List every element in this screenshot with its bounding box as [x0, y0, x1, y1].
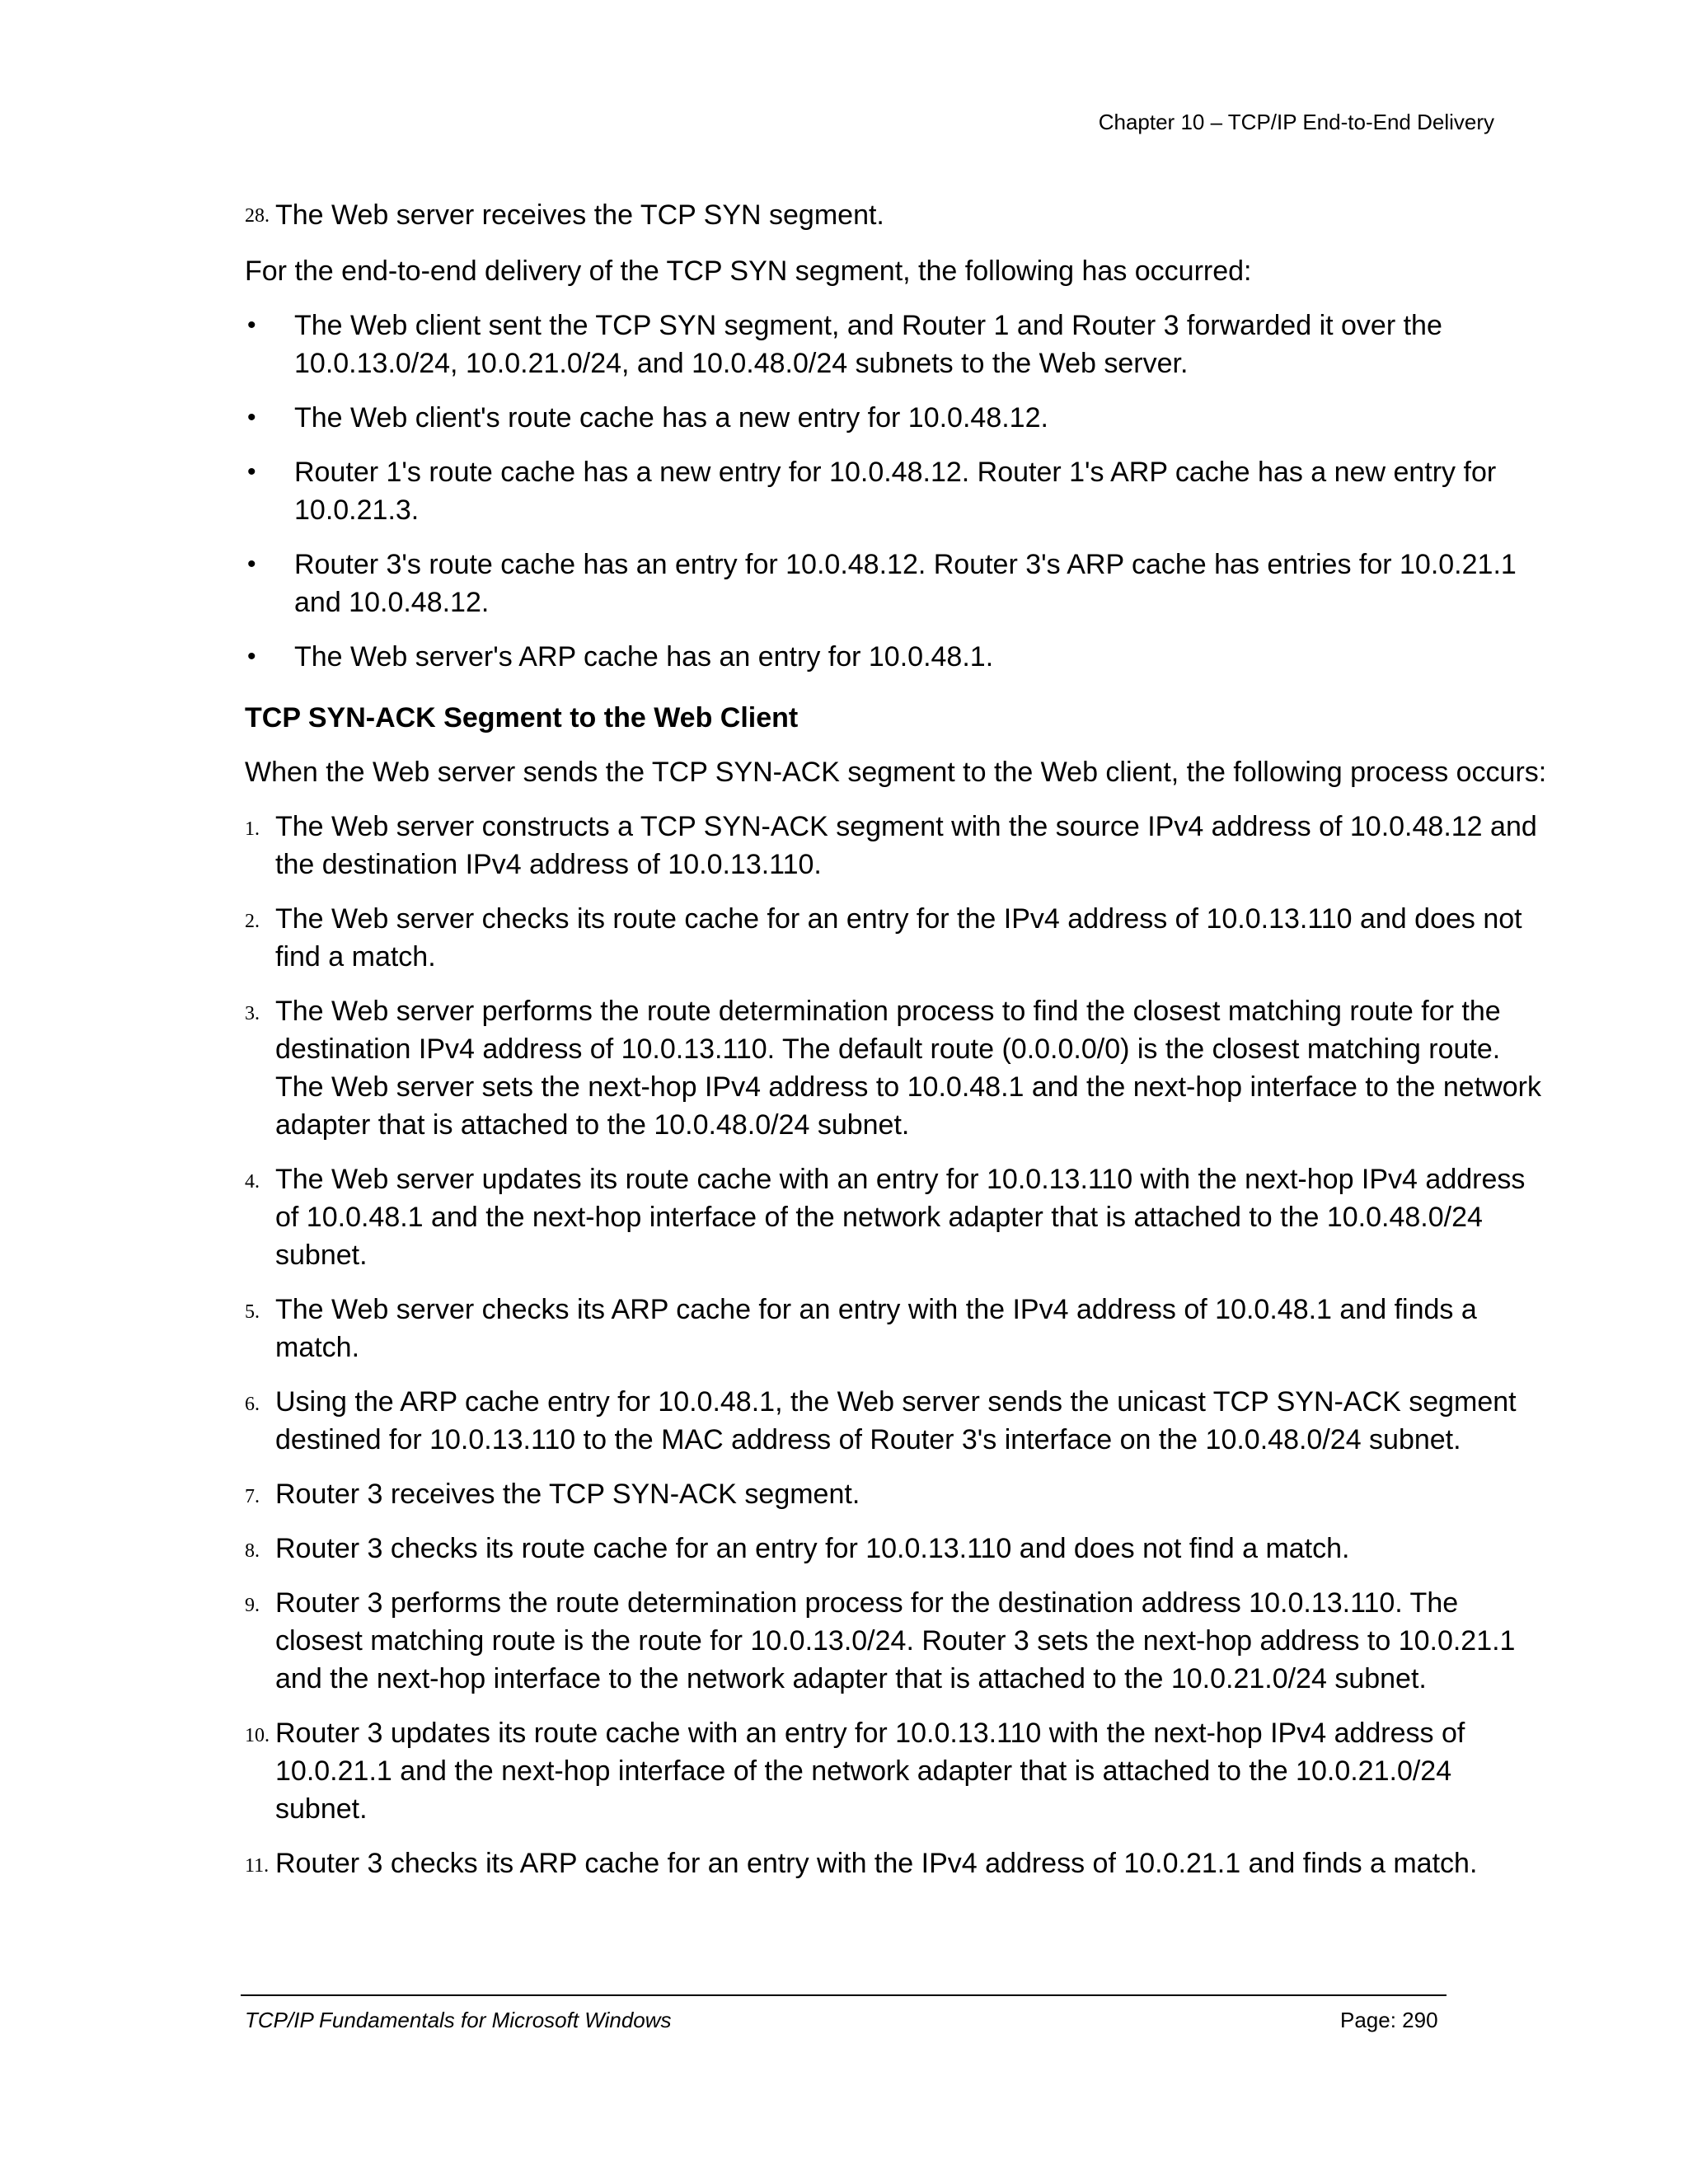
process-steps-list [245, 808, 1547, 1882]
bullet-text: The Web client sent the TCP SYN segment, and Router 1 and Router 3 forwarded it over the 10.0.13.0/24, 10.0.21.0/24, and 10.0.48.0/24 subnets to the Web server. [294, 310, 1442, 379]
footer-page-number: Page: 290 [1340, 2008, 1438, 2032]
step-number: 4. [245, 1171, 260, 1193]
bullet-icon: • [247, 404, 256, 431]
step-28 [245, 196, 1547, 234]
bullet-text: The Web server's ARP cache has an entry for 10.0.48.1. [294, 641, 994, 673]
footer-book-title: TCP/IP Fundamentals for Microsoft Windows [245, 2008, 672, 2032]
bullet-text: Router 3's route cache has an entry for 10.0.48.12. Router 3's ARP cache has entries for 10.0.21.1 and 10.0.48.12. [294, 549, 1517, 618]
step-item [245, 1584, 1547, 1698]
step-text: Router 3 performs the route determination process for the destination address 10.0.13.110. The closest matching route is the route for 10.0.13.0/24. Router 3 sets the next-hop address to 10.0.21.1 and the next-hop interface to the network adapter that is attached to the 10.0.21.0/24 subnet. [275, 1587, 1516, 1694]
step-text: Router 3 updates its route cache with an entry for 10.0.13.110 with the next-hop IPv4 address of 10.0.21.1 and the next-hop interface of the network adapter that is attached to the 10.0.21.0/24 subnet. [275, 1718, 1465, 1825]
bullet-icon: • [247, 312, 256, 339]
step-item [245, 1383, 1547, 1459]
section-intro: When the Web server sends the TCP SYN-ACK segment to the Web client, the following process occurs: [245, 757, 1547, 788]
bullet-text: The Web client's route cache has a new entry for 10.0.48.12. [294, 402, 1048, 434]
step-text: The Web server checks its ARP cache for an entry with the IPv4 address of 10.0.48.1 and finds a match. [275, 1294, 1477, 1363]
step-item [245, 1530, 1547, 1568]
step-item [245, 1160, 1547, 1274]
step-text: Router 3 checks its ARP cache for an entry with the IPv4 address of 10.0.21.1 and finds a match. [275, 1848, 1478, 1879]
bullet-icon: • [247, 458, 256, 485]
step-number: 7. [245, 1486, 260, 1507]
step-item [245, 992, 1547, 1144]
bullet-item [245, 307, 1547, 382]
step-text: The Web server performs the route determination process to find the closest matching route for the destination IPv4 address of 10.0.13.110. The default route (0.0.0.0/0) is the closest matching route. The Web server sets the next-hop IPv4 address to 10.0.48.1 and the next-hop interface to the network adapter that is attached to the 10.0.48.0/24 subnet. [275, 996, 1541, 1141]
step-text: The Web server receives the TCP SYN segment. [275, 199, 884, 231]
bullet-item [245, 399, 1547, 437]
step-text: Using the ARP cache entry for 10.0.48.1, the Web server sends the unicast TCP SYN-ACK segment destined for 10.0.13.110 to the MAC address of Router 3's interface on the 10.0.48.0/24 subnet. [275, 1386, 1517, 1455]
summary-intro: For the end-to-end delivery of the TCP SYN segment, the following has occurred: [245, 255, 1252, 287]
step-number: 10. [245, 1725, 270, 1746]
summary-bullet-list [245, 307, 1547, 676]
bullet-icon: • [247, 551, 256, 578]
section-heading: TCP SYN-ACK Segment to the Web Client [245, 702, 799, 733]
step-text: Router 3 checks its route cache for an entry for 10.0.13.110 and does not find a match. [275, 1533, 1350, 1564]
step-text: The Web server constructs a TCP SYN-ACK segment with the source IPv4 address of 10.0.48.12 and the destination IPv4 address of 10.0.13.110. [275, 811, 1537, 880]
step-item [245, 900, 1547, 976]
step-item [245, 808, 1547, 883]
page-body [245, 196, 1547, 1882]
step-number: 2. [245, 911, 260, 932]
step-text: The Web server checks its route cache for an entry for the IPv4 address of 10.0.13.110 and does not find a match. [275, 903, 1522, 972]
step-item [245, 1291, 1547, 1366]
step-number: 3. [245, 1003, 260, 1024]
step-number: 11. [245, 1855, 270, 1877]
step-text: The Web server updates its route cache with an entry for 10.0.13.110 with the next-hop IPv4 address of 10.0.48.1 and the next-hop interface of the network adapter that is attached to the 10.0.48.0/24 subnet. [275, 1164, 1526, 1271]
step-item [245, 1475, 1547, 1513]
step-number: 8. [245, 1540, 260, 1562]
footer-divider [241, 1994, 1447, 1996]
step-item [245, 1844, 1547, 1882]
bullet-item [245, 546, 1547, 621]
step-number: 6. [245, 1394, 260, 1415]
running-header: Chapter 10 – TCP/IP End-to-End Delivery [1098, 110, 1494, 134]
bullet-item [245, 638, 1547, 676]
step-number: 9. [245, 1595, 260, 1616]
step-number: 1. [245, 818, 260, 840]
bullet-item [245, 453, 1547, 529]
step-number: 5. [245, 1301, 260, 1323]
bullet-icon: • [247, 643, 256, 670]
bullet-text: Router 1's route cache has a new entry for 10.0.48.12. Router 1's ARP cache has a new entry for 10.0.21.3. [294, 457, 1497, 526]
step-item [245, 1714, 1547, 1828]
step-text: Router 3 receives the TCP SYN-ACK segment. [275, 1479, 860, 1510]
step-number: 28. [245, 205, 270, 227]
